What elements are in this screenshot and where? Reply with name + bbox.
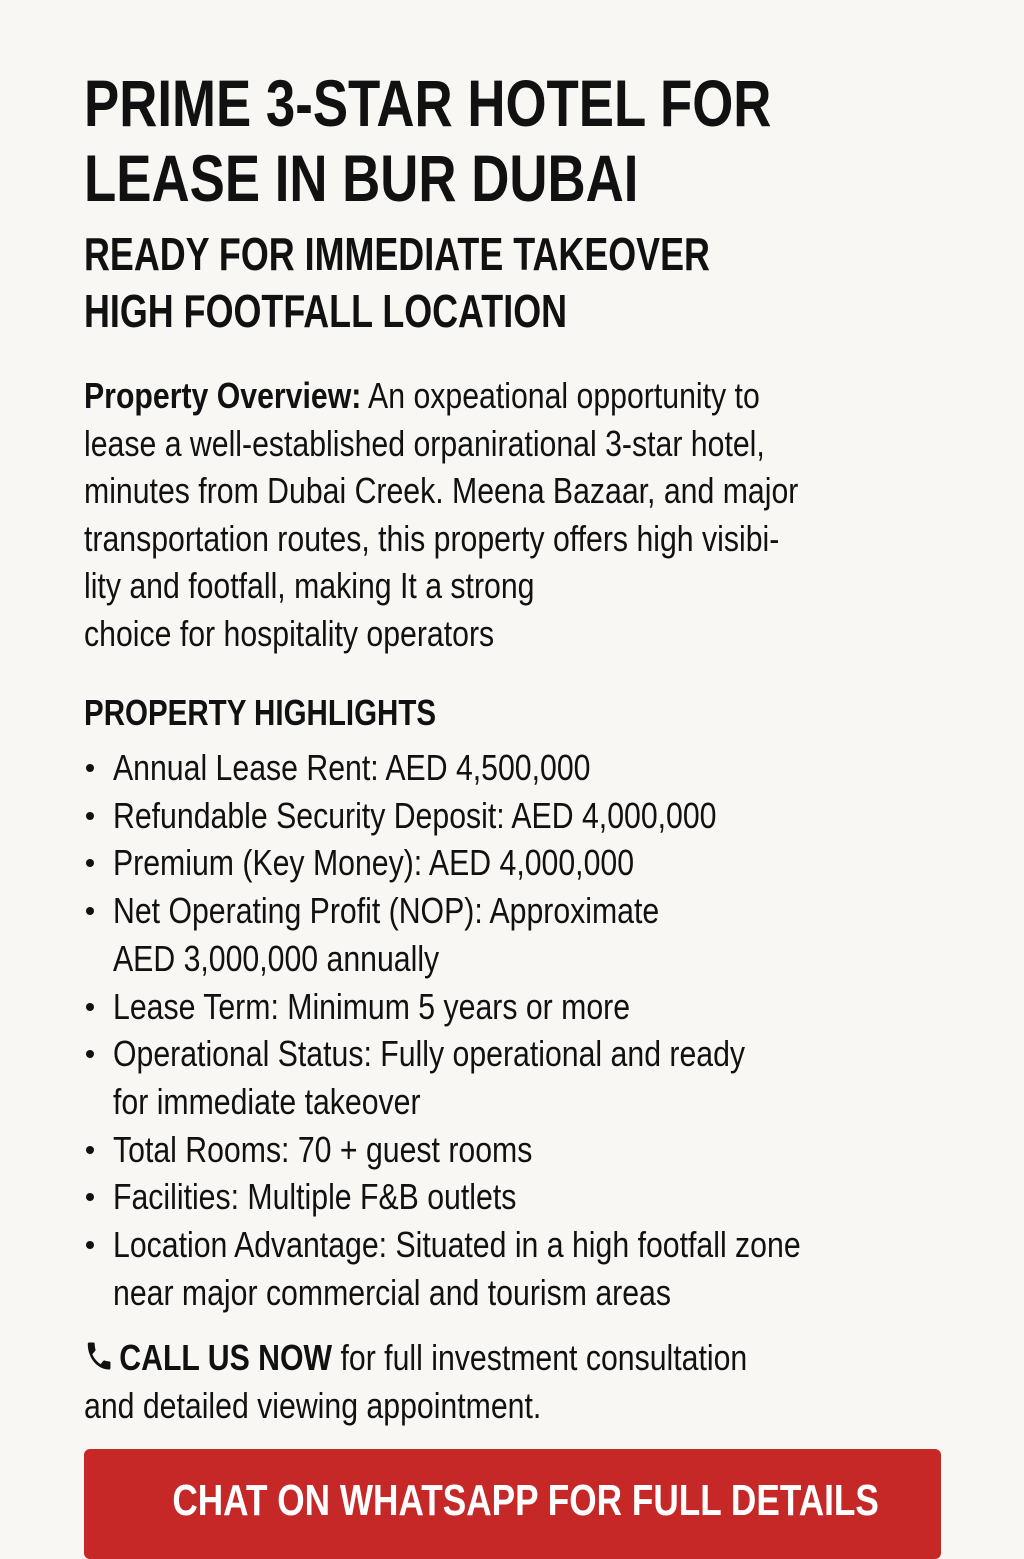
- highlight-item: [84, 1173, 932, 1221]
- highlight-text: Lease Term: Minimum 5 years or more: [113, 985, 631, 1027]
- highlight-item: [84, 839, 932, 887]
- highlight-text: Facilities: Multiple F&B outlets: [113, 1176, 517, 1218]
- subtitle: [84, 226, 886, 340]
- phone-icon: [84, 1338, 114, 1374]
- overview-text: transportation routes, this property offers high visibi-: [84, 517, 780, 559]
- call-to-action-text: CALL US NOW for full investment consultation and detailed viewing appointment.: [84, 1337, 748, 1426]
- highlight-item: [84, 792, 932, 840]
- overview-text: lease a well-established orpanirational 3-star hotel,: [84, 422, 765, 464]
- subtitle-line: READY FOR IMMEDIATE TAKEOVER: [84, 228, 710, 280]
- highlight-text: Operational Status: Fully operational and ready: [113, 1033, 746, 1075]
- highlight-text: Total Rooms: 70 + guest rooms: [113, 1128, 533, 1170]
- highlight-text: Refundable Security Deposit: AED 4,000,000: [113, 794, 717, 836]
- highlight-item: [84, 1221, 932, 1316]
- highlight-text: Premium (Key Money): AED 4,000,000: [113, 842, 635, 884]
- highlight-text: AED 3,000,000 annually: [113, 937, 440, 979]
- page-title: [84, 66, 943, 216]
- highlights-heading: PROPERTY HIGHLIGHTS: [84, 692, 437, 733]
- property-overview: [84, 372, 934, 657]
- overview-text: minutes from Dubai Creek. Meena Bazaar, and major: [84, 470, 799, 511]
- highlight-item: [84, 744, 932, 792]
- overview-text: lity and footfall, making It a strong: [84, 565, 535, 606]
- highlights-list: [84, 744, 932, 1316]
- whatsapp-button-label: CHAT ON WHATSAPP FOR FULL DETAILS: [172, 1476, 879, 1525]
- whatsapp-chat-button[interactable]: [84, 1449, 941, 1559]
- highlight-item: [84, 983, 932, 1031]
- call-us-now: CALL US NOW: [119, 1337, 333, 1378]
- highlight-text: Annual Lease Rent: AED 4,500,000: [113, 747, 591, 788]
- highlight-item: [84, 1126, 932, 1174]
- highlight-item: [84, 887, 932, 982]
- subtitle-line: HIGH FOOTFALL LOCATION: [84, 285, 568, 337]
- highlight-text: Location Advantage: Situated in a high footfall zone: [113, 1224, 801, 1266]
- overview-label: Property Overview:: [84, 375, 362, 416]
- highlight-text: for immediate takeover: [113, 1080, 421, 1122]
- overview-text: An oxpeational opportunity to: [361, 375, 760, 416]
- highlight-text: near major commercial and tourism areas: [113, 1271, 671, 1313]
- title-line: LEASE IN BUR DUBAI: [84, 141, 639, 215]
- highlight-text: Net Operating Profit (NOP): Approximate: [113, 890, 660, 932]
- title-line: PRIME 3-STAR HOTEL FOR: [84, 66, 772, 140]
- overview-text: choice for hospitality operators: [84, 612, 495, 654]
- highlight-item: [84, 1030, 932, 1125]
